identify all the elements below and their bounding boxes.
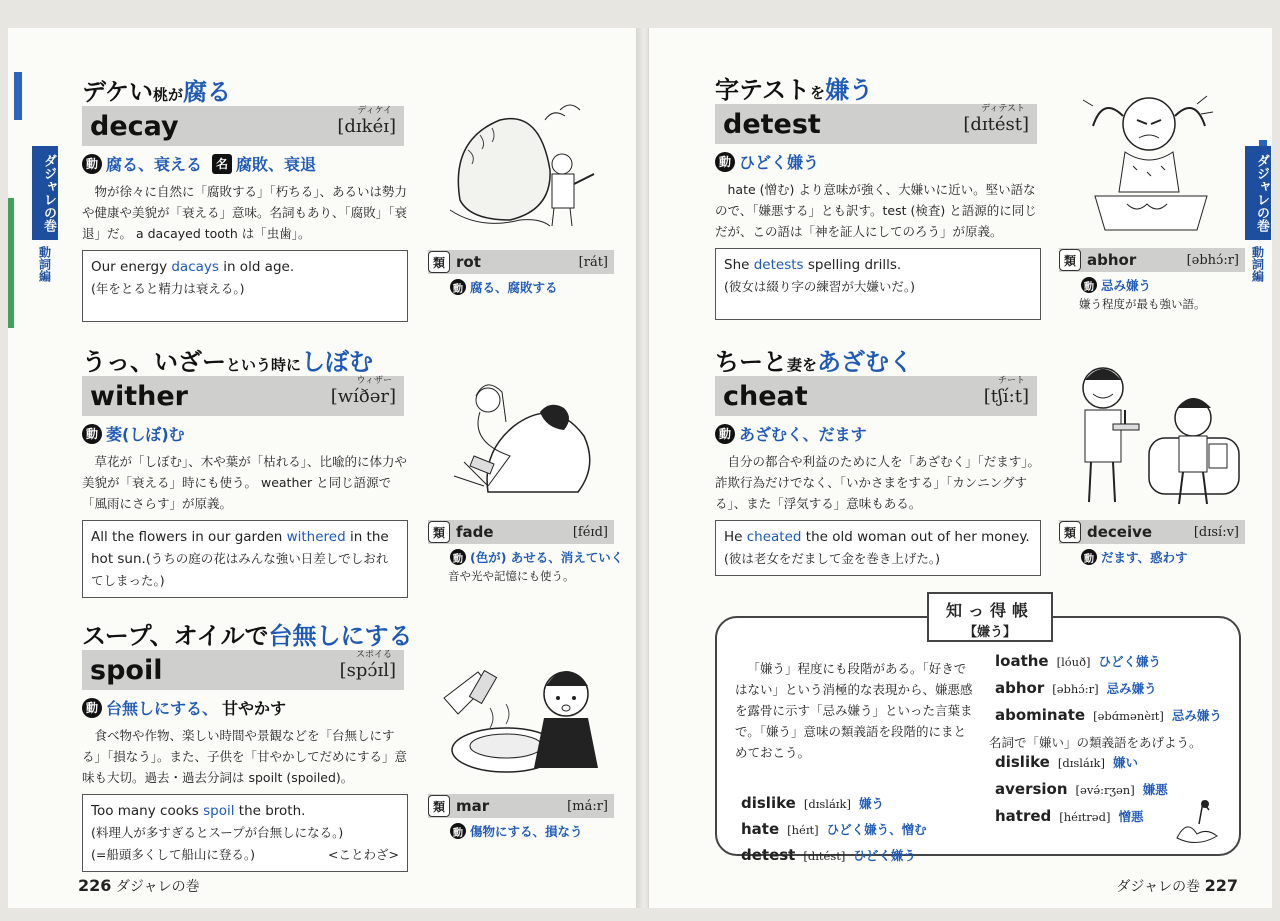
description: 草花が「しぼむ」、木や葉が「枯れる」、比喩的に体力や美貌が「衰える」時にも使う。 weather と同じ語源で「風雨にさらす」が原義。 — [82, 454, 408, 511]
entry-cheat — [715, 342, 1045, 576]
headword: wither — [90, 380, 188, 412]
synonym-deceive: 類 deceive [dɪsí:v] 動 だます、惑わす — [1059, 520, 1245, 566]
verb-icon: 動 — [1081, 549, 1097, 565]
synonym-icon: 類 — [428, 795, 450, 817]
synonym-icon: 類 — [428, 251, 450, 273]
example-box: All the flowers in our garden withered in the hot sun.(うちの庭の花はみんな強い日差しでしおれてしまった。) — [82, 520, 408, 598]
entry-wither — [82, 342, 412, 598]
synonym-mar: 類 mar [má:r] 動 傷物にする、損なう — [428, 794, 614, 840]
entry-heading: ちーと妻をあざむく — [715, 348, 914, 376]
synonym-icon: 類 — [428, 521, 450, 543]
headword: detest — [723, 108, 821, 140]
verb-icon: 動 — [715, 424, 735, 444]
verb-icon: 動 — [1081, 277, 1097, 293]
synonym-fade: 類 fade [féɪd] 動 (色が) あせる、消えていく 音や光や記憶にも使う。 — [428, 520, 614, 584]
left-page — [8, 28, 640, 908]
verb-icon: 動 — [82, 424, 102, 444]
tips-basic-list: dislike [dɪsláɪk] 嫌う hate [héɪt] ひどく嫌う、憎む detest [dɪtést] ひどく嫌う — [741, 794, 927, 864]
side-tab: ダジャレの巻 動詞編 — [1245, 146, 1271, 282]
entry-spoil — [82, 616, 412, 872]
synonym-icon: 類 — [1059, 249, 1081, 271]
entry-heading: スープ、オイルで台無しにする — [82, 622, 413, 650]
example-box: Our energy dacays in old age. (年をとると精力は衰える。) — [82, 250, 408, 322]
verb-icon: 動 — [82, 154, 102, 174]
illustration-peach-samurai — [440, 80, 600, 240]
pronunciation: ディケイ [dɪkéɪ] — [337, 105, 396, 137]
headword: spoil — [90, 654, 163, 686]
mascot-icon — [1169, 794, 1221, 848]
illustration-couple — [1063, 358, 1243, 518]
headword-bar — [82, 376, 404, 416]
entry-decay — [82, 72, 412, 322]
pronunciation: ウィザー [wíðər] — [330, 375, 396, 407]
illustration-sitting-woman — [444, 366, 600, 514]
description: 食べ物や作物、楽しい時間や景観などを「台無しにする」「損なう」。また、子供を「甘やかしてだめにする」意味も大切。過去・過去分詞は spoilt (spoiled)。 — [82, 728, 408, 785]
description: hate (憎む) より意味が強く、大嫌いに近い。堅い語なので、「嫌悪する」とも訳す。test (検査) と語源的に同じだが、この語は「神を証人にしてのろう」が原義。 — [715, 182, 1037, 239]
meaning: 動 台無しにする、 甘やかす — [82, 696, 412, 719]
tips-box — [715, 601, 1241, 864]
right-page — [648, 28, 1272, 908]
pronunciation: ディテスト [dɪtést] — [963, 103, 1029, 135]
entry-detest — [715, 70, 1045, 320]
headword-bar — [715, 376, 1037, 416]
description: 物が徐々に自然に「腐敗する」「朽ちる」、あるいは勢力や健康や美貌が「衰える」意味。名詞もあり、「腐敗」「衰退」だ。 a dacayed tooth は「虫歯」。 — [82, 184, 408, 241]
tips-verb-list: loathe [lóuð] ひどく嫌う abhor [əbhɔ́:r] 忌み嫌う abominate [əbɑ́mənèɪt] 忌み嫌う 名詞で「嫌い」の類義語をあげよう。 dislike [dɪsláɪk] 嫌い aversion [əvə́:rʒən] 嫌悪 hatred [héɪtrəd] 憎悪 — [989, 652, 1222, 825]
example-box: Too many cooks spoil the broth. (料理人が多すぎるとスープが台無しになる。) (=船頭多くして船山に登る。) <ことわざ> — [82, 794, 408, 872]
verb-icon: 動 — [450, 823, 466, 839]
verb-icon: 動 — [715, 152, 735, 172]
page-footer: ダジャレの巻 227 — [1116, 876, 1238, 895]
verb-icon: 動 — [450, 549, 466, 565]
example-box: She detests spelling drills. (彼女は綴り字の練習が大嫌いだ。) — [715, 248, 1041, 320]
edge-marker — [14, 72, 22, 120]
meaning: 動 腐る、衰える 名 腐敗、衰退 — [82, 152, 412, 175]
meaning: 動 萎(しぼ)む — [82, 422, 412, 445]
meaning: 動 あざむく、だます — [715, 422, 1045, 445]
entry-heading: デケい桃が腐る — [82, 78, 232, 106]
illustration-soup-oil — [440, 638, 604, 786]
page-footer: 226 ダジャレの巻 — [78, 876, 200, 895]
synonym-abhor: 類 abhor [əbhɔ́:r] 動 忌み嫌う 嫌う程度が最も強い語。 — [1059, 248, 1245, 312]
headword-bar — [715, 104, 1037, 144]
headword-bar — [82, 650, 404, 690]
description: 自分の都合や利益のために人を「あざむく」「だます」。詐欺行為だけでなく、「いかさまをする」「カンニングする」、また「浮気する」意味もある。 — [715, 454, 1041, 511]
headword: cheat — [723, 380, 808, 412]
tips-text: 「嫌う」程度にも段階がある。「好きではない」という消極的な表現から、嫌悪感を露骨に示す「忌み嫌う」といった言葉まで。「嫌う」意味の類義語を段階的にまとめておこう。 — [735, 661, 973, 760]
verb-icon: 動 — [450, 279, 466, 295]
synonym-icon: 類 — [1059, 521, 1081, 543]
headword: decay — [90, 110, 179, 142]
illustration-angry-girl — [1077, 76, 1227, 236]
example-box: He cheated the old woman out of her money. (彼は老女をだまして金を巻き上げた。) — [715, 520, 1041, 576]
meaning: 動 ひどく嫌う — [715, 150, 1045, 173]
pronunciation: スポイる [spɔ́ɪl] — [339, 649, 396, 681]
verb-icon: 動 — [82, 698, 102, 718]
synonym-rot: 類 rot [rát] 動 腐る、腐敗する — [428, 250, 614, 296]
entry-heading: 字テストを嫌う — [715, 76, 874, 104]
edge-marker — [8, 198, 14, 328]
entry-heading: うっ、いざーという時にしぼむ — [82, 348, 374, 376]
pronunciation: チート [tʃí:t] — [983, 375, 1029, 407]
headword-bar — [82, 106, 404, 146]
side-tab: ダジャレの巻 動詞編 — [32, 146, 58, 282]
tips-box-title: 知っ得帳 【嫌う】 — [927, 592, 1053, 642]
noun-icon: 名 — [212, 154, 232, 174]
